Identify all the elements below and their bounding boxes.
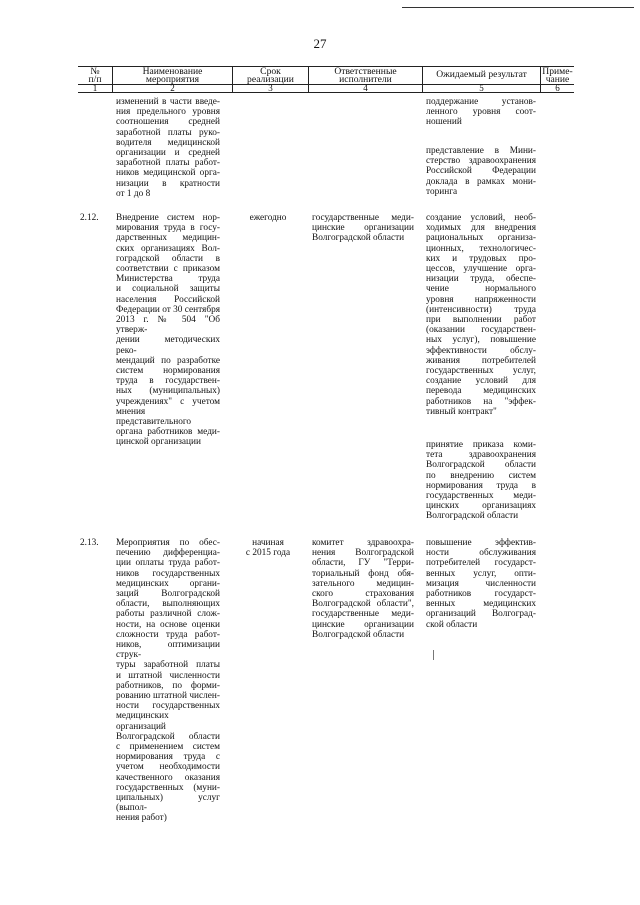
text-line: ности государственных <box>116 701 220 712</box>
text-line: создание условий, необ- <box>426 213 536 223</box>
row-2-12-result-cell <box>426 213 536 417</box>
text-line: ской области <box>426 619 478 630</box>
text-line: уровня напряженности <box>426 294 536 305</box>
text-line: перевода медицинских <box>426 386 536 397</box>
text-line: ходимых для внедрения <box>426 223 536 234</box>
scan-mark <box>433 650 434 660</box>
text-line: ции оплаты труда работ- <box>116 558 220 569</box>
text-line: ционных, технологичес- <box>426 243 536 254</box>
header-col-number: № п/п <box>88 66 102 86</box>
text-line: принятие приказа коми- <box>426 440 536 450</box>
row-2-13-result-cell <box>426 538 536 630</box>
text-line: работников, по форми- <box>116 680 220 691</box>
text-line: ния предельного уровня <box>116 107 220 118</box>
text-line: медицинских организаций <box>116 711 169 732</box>
text-line: ских организациях Вол- <box>116 243 220 254</box>
text-line: дарственных медицин- <box>116 233 220 244</box>
text-line: систем нормирования <box>116 366 220 377</box>
text-line: низации труда, обеспе- <box>426 274 536 285</box>
top-rule <box>402 7 634 8</box>
text-line: учреждениях" с учетом <box>116 396 220 407</box>
text-line: соответствии с приказом <box>116 264 220 275</box>
text-line: дении методических реко- <box>116 335 220 356</box>
text-line: нения Волгоградской <box>312 548 414 559</box>
text-line: органа работников меди- <box>116 427 220 438</box>
page-number: 27 <box>313 36 327 51</box>
text-line: цессов, улучшение орга- <box>426 264 536 275</box>
text-line: туры заработной платы <box>116 660 220 671</box>
text-line: Министерства труда <box>116 274 220 285</box>
text-line: области, ГУ "Терри- <box>312 558 414 569</box>
text-line: водителя медицинской <box>116 137 220 148</box>
text-line: цинских организациях <box>426 501 536 512</box>
text-line: учетом необходимости <box>116 762 220 773</box>
text-line: ципальных) услуг (выпол- <box>116 793 220 814</box>
text-line: государственных (муни- <box>116 782 220 793</box>
continuation-result-cell <box>426 97 536 128</box>
text-line: ского страхования <box>312 589 414 600</box>
text-line: венных медицинских <box>426 599 536 610</box>
text-line: гоградской области в <box>116 253 220 264</box>
header-col-executors: Ответственные исполнители <box>308 67 422 84</box>
text-line: работы различной слож- <box>116 609 220 620</box>
text-line: начиная <box>252 538 284 548</box>
text-line: Российской Федерации <box>426 166 536 177</box>
text-line: мнения представительного <box>116 406 192 428</box>
text-line: по внедрению систем <box>426 470 536 481</box>
text-line: тивный контракт" <box>426 406 497 417</box>
text-line: нормирования труда с <box>116 752 220 763</box>
text-line: торинга <box>426 186 458 197</box>
text-line: ников медицинской орга- <box>116 168 220 179</box>
header-num-2: 2 <box>112 84 232 92</box>
header-col-result: Ожидаемый результат <box>422 67 540 84</box>
text-line: поддержание установ- <box>426 97 536 107</box>
text-line: Волгоградской области <box>426 511 519 522</box>
text-line: заработной платы руко- <box>116 127 220 138</box>
text-line: с 2015 года <box>245 548 291 559</box>
text-line: Федерации от 30 сентября <box>116 304 220 315</box>
text-line: ношений <box>426 117 462 128</box>
text-line: Волгоградской области <box>312 233 405 244</box>
text-line: ториальный фонд обя- <box>312 568 414 579</box>
text-line: труда в государствен- <box>116 376 220 387</box>
text-line: рованию штатной числен- <box>116 691 220 702</box>
row-2-12-result-order-cell <box>426 440 536 522</box>
text-line: комитет здравоохра- <box>312 538 414 548</box>
text-line: ников, оптимизации струк- <box>116 640 220 661</box>
header-col-term: Срок реализации <box>232 67 308 84</box>
text-line: и штатной численности <box>116 670 220 681</box>
text-line: государственных меди- <box>426 491 536 502</box>
text-line: (интенсивности) труда <box>426 304 536 315</box>
text-line: организаций Волгоград- <box>426 609 536 620</box>
text-line: Волгоградской области <box>116 731 220 742</box>
text-line: Внедрение систем нор- <box>116 213 220 223</box>
text-line: с применением систем <box>116 742 220 753</box>
text-line: цинской организации <box>116 437 201 448</box>
text-line: ников государственных <box>116 568 220 579</box>
header-col-note: Приме- чание <box>540 67 574 84</box>
text-line: доклада в рамках мони- <box>426 176 536 187</box>
text-line: 2013 г. № 504 "Об утверж- <box>116 315 220 336</box>
text-line: цинские организации <box>312 619 414 630</box>
text-line: потребителей государст- <box>426 558 536 569</box>
text-line: создание условий для <box>426 376 536 387</box>
header-num-4: 4 <box>308 84 422 92</box>
header-num-6: 6 <box>540 84 574 92</box>
text-line: представление в Мини- <box>426 146 536 156</box>
text-line: Волгоградской области <box>426 460 536 471</box>
text-line: работников государст- <box>426 589 536 600</box>
text-line: заций Волгоградской <box>116 589 220 600</box>
continuation-result-report-cell <box>426 146 536 197</box>
text-line: Волгоградской области <box>312 629 405 640</box>
continuation-name-cell <box>116 97 220 199</box>
text-line: при выполнении работ <box>426 315 536 326</box>
text-line: от 1 до 8 <box>116 188 151 199</box>
text-line: ежегодно <box>249 213 287 223</box>
text-line: заработной платы работ- <box>116 158 220 169</box>
row-2-12-executors-cell <box>312 213 414 244</box>
text-line: эффективности обслу- <box>426 345 536 356</box>
text-line: соотношения средней <box>116 117 220 128</box>
text-line: мирования труда в госу- <box>116 223 220 234</box>
text-line: Мероприятия по обес- <box>116 538 220 548</box>
text-line: чение нормального <box>426 284 536 295</box>
text-line: ных услуг), повышение <box>426 335 536 346</box>
text-line: тета здравоохранения <box>426 450 536 461</box>
text-line: цинские организации <box>312 223 414 234</box>
text-line: венных услуг, опти- <box>426 568 536 579</box>
text-line: организации и средней <box>116 148 220 159</box>
row-2-13-executors-cell <box>312 538 414 640</box>
text-line: Волгоградской области", <box>312 599 414 610</box>
text-line: рациональных организа- <box>426 233 536 244</box>
row-2-13-name-cell <box>116 538 220 824</box>
header-number-row <box>78 84 574 93</box>
row-2-13-number: 2.13. <box>80 538 99 548</box>
row-2-13-term-cell <box>234 538 302 558</box>
text-line: печению дифференциа- <box>116 548 220 559</box>
text-line: ких и трудовых про- <box>426 253 536 264</box>
text-line: повышение эффектив- <box>426 538 536 548</box>
table-header <box>78 66 574 93</box>
text-line: стерство здравоохранения <box>426 156 536 167</box>
text-line: медицинских органи- <box>116 578 220 589</box>
text-line: нормирования труда в <box>426 480 536 491</box>
row-2-12-term-cell <box>234 213 302 223</box>
text-line: изменений в части введе- <box>116 97 220 107</box>
header-col-name: Наименование мероприятия <box>112 67 232 84</box>
text-line: живания потребителей <box>426 355 536 366</box>
row-2-12-name-cell <box>116 213 220 448</box>
text-line: мендаций по разработке <box>116 355 220 366</box>
text-line: государственных услуг, <box>426 366 536 377</box>
text-line: ности, на основе оценки <box>116 619 220 630</box>
text-line: государственные меди- <box>312 213 414 223</box>
text-line: качественного оказания <box>116 772 220 783</box>
text-line: низации в кратности <box>116 178 220 189</box>
text-line: ных (муниципальных) <box>116 386 220 397</box>
text-line: (оказании государствен- <box>426 325 536 336</box>
text-line: населения Российской <box>116 294 220 305</box>
text-line: мизация численности <box>426 578 536 589</box>
text-line: ленного уровня соот- <box>426 107 536 118</box>
text-line: сложности труда работ- <box>116 629 220 640</box>
header-num-1: 1 <box>92 83 98 93</box>
header-num-5: 5 <box>422 84 540 92</box>
header-num-3: 3 <box>232 84 308 92</box>
row-2-12-number: 2.12. <box>80 213 99 223</box>
text-line: зательного медицин- <box>312 578 414 589</box>
text-line: государственные меди- <box>312 609 414 620</box>
text-line: нения работ) <box>116 813 167 824</box>
text-line: и социальной защиты <box>116 284 220 295</box>
text-line: ности обслуживания <box>426 548 536 559</box>
text-line: области, выполняющих <box>116 599 220 610</box>
text-line: работников на "эффек- <box>426 396 536 407</box>
